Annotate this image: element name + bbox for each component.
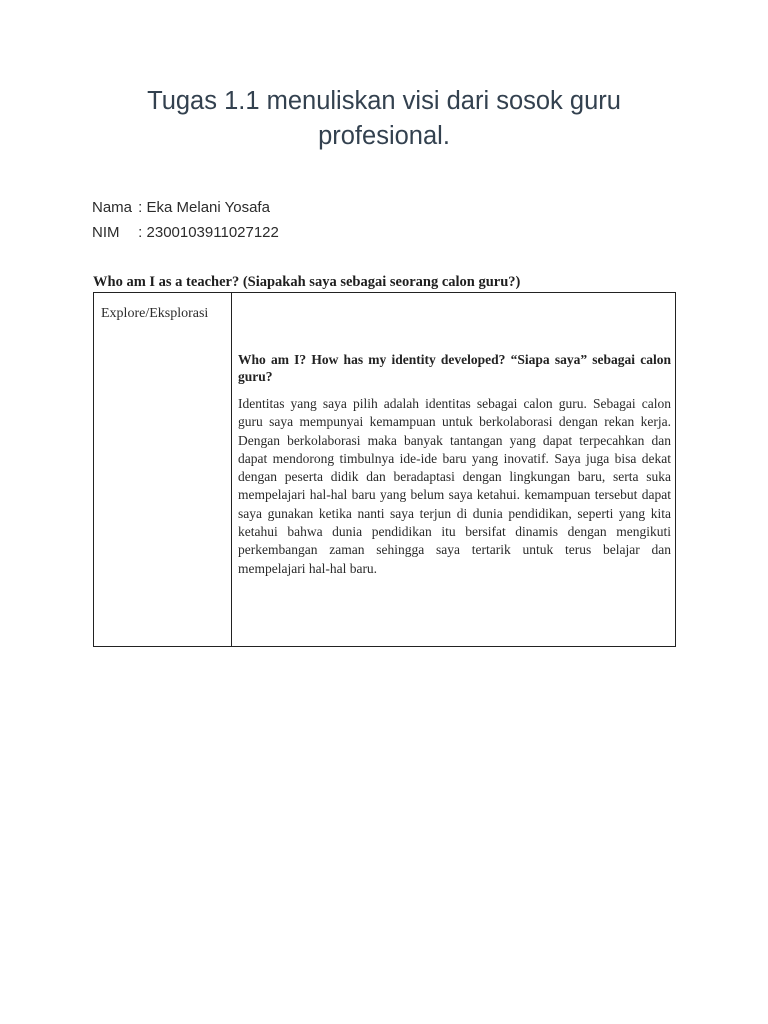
table-left-cell bbox=[94, 293, 232, 646]
identity-question: Who am I? How has my identity developed? “Siapa saya” sebagai calon guru? bbox=[238, 352, 671, 384]
table-right-cell bbox=[232, 293, 675, 646]
name-value: : Eka Melani Yosafa bbox=[138, 199, 270, 216]
name-label: Nama bbox=[92, 199, 133, 216]
page-title: Tugas 1.1 menuliskan visi dari sosok guru profesional. bbox=[147, 87, 621, 150]
explore-label: Explore/Eksplorasi bbox=[101, 306, 209, 321]
name-row bbox=[92, 199, 270, 216]
nim-label: NIM bbox=[92, 224, 120, 241]
section-heading: Who am I as a teacher? (Siapakah saya sebagai seorang calon guru?) bbox=[93, 274, 521, 290]
identity-answer: Identitas yang saya pilih adalah identitas sebagai calon guru. Sebagai calon guru saya mempunyai kemampuan untuk berkolaborasi dengan rekan kerja. Dengan berkolaborasi maka banyak tantangan yang dapat terpecahkan dan dapat mendorong timbulnya ide-ide baru yang inovatif. Saya juga bisa dekat dengan peserta didik dan beradaptasi dengan lingkungan baru, serta suka mempelajari hal-hal baru yang belum saya ketahui. kemampuan tersebut dapat saya gunakan ketika nanti saya terjun di dunia pendidikan, seperti yang kita ketahui bahwa dunia pendidikan itu bersifat dinamis dengan mengikuti perkembangan zaman sehingga saya tertarik untuk terus belajar dan mempelajari hal-hal baru. bbox=[238, 396, 671, 576]
nim-row bbox=[92, 224, 279, 241]
exploration-table bbox=[93, 292, 676, 647]
nim-value: : 2300103911027122 bbox=[138, 224, 279, 241]
